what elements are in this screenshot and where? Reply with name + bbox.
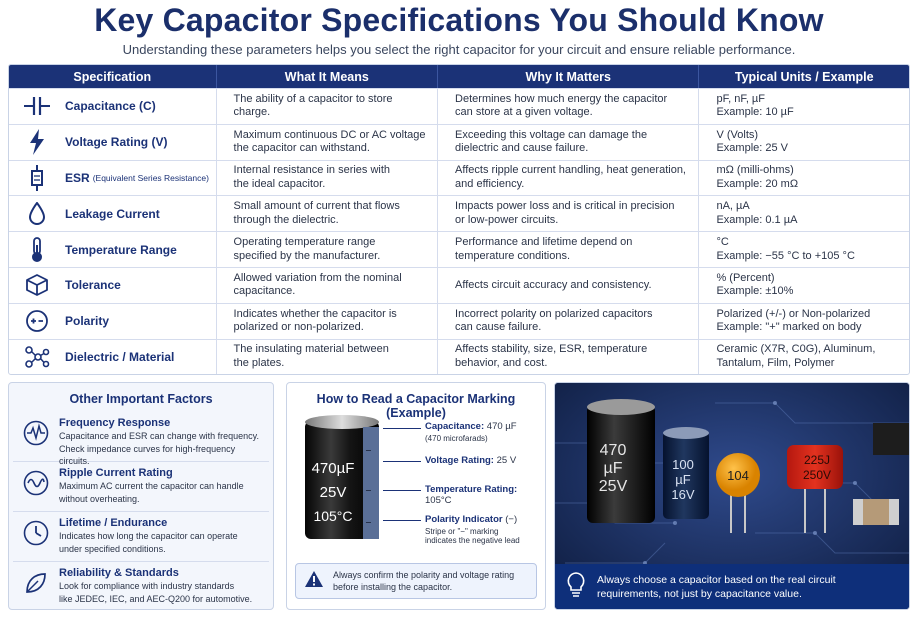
example-line: Tantalum, Film, Polymer xyxy=(716,356,835,369)
factor-item xyxy=(13,412,269,466)
lightbulb-icon xyxy=(565,571,587,602)
meaning-line: Indicates whether the capacitor is xyxy=(233,307,397,320)
spec-cell xyxy=(9,304,217,339)
table-row xyxy=(9,124,909,160)
label-key: Voltage Rating: xyxy=(425,455,494,466)
tip-text: requirements, not just by capacitance value. xyxy=(597,587,802,600)
matters-line: Affects ripple current handling, heat generation, xyxy=(455,164,686,177)
leader-line xyxy=(383,490,421,491)
photo-cap1-value: 470 xyxy=(599,442,627,459)
meaning-cell xyxy=(217,125,439,160)
units-line: % (Percent) xyxy=(716,271,775,284)
svg-text:−: − xyxy=(365,486,372,495)
spec-name: ESR xyxy=(65,170,90,185)
matters-cell xyxy=(438,268,699,303)
spec-table xyxy=(8,64,910,375)
matters-cell xyxy=(438,232,699,267)
meaning-line: The ability of a capacitor to store xyxy=(233,92,393,105)
meaning-line: Operating temperature range xyxy=(233,236,376,249)
label-value: 25 V xyxy=(496,455,517,466)
capacitor-symbol-icon xyxy=(17,91,57,121)
table-row xyxy=(9,303,909,339)
photo-cap1-unit: µF xyxy=(603,460,623,477)
column-header-importance: Why It Matters xyxy=(438,65,699,88)
molecule-icon xyxy=(17,342,57,372)
label-sub: indicates the negative lead xyxy=(425,536,520,545)
meaning-line: polarized or non-polarized. xyxy=(233,321,364,334)
page-subtitle: Understanding these parameters helps you select the right capacitor for your circuit and ensure reliable performance. xyxy=(122,42,796,57)
table-row xyxy=(9,88,909,124)
label-temperature xyxy=(425,484,545,506)
matters-cell xyxy=(438,196,699,231)
meaning-line: Maximum continuous DC or AC voltage xyxy=(233,128,426,141)
factor-heading: Frequency Response xyxy=(59,417,171,429)
factor-item xyxy=(13,462,269,512)
factor-desc: Check impedance curves for high-frequency circuits. xyxy=(59,443,236,466)
matters-cell xyxy=(438,125,699,160)
photo-cap2-value: 100 xyxy=(672,457,694,472)
units-cell xyxy=(699,232,909,267)
column-header-meaning: What It Means xyxy=(217,65,439,88)
warning-text: before installing the capacitor. xyxy=(333,582,453,592)
factor-desc: Maximum AC current the capacitor can handle xyxy=(59,481,244,491)
svg-text:−: − xyxy=(365,518,372,527)
other-factors-panel xyxy=(8,382,274,610)
photo-film-code: 225J xyxy=(803,453,831,467)
factor-desc: Capacitance and ESR can change with frequency. xyxy=(59,431,259,441)
matters-line: temperature conditions. xyxy=(455,249,570,262)
meaning-line: through the dielectric. xyxy=(233,213,339,226)
marking-temperature: 105°C xyxy=(313,508,353,524)
meaning-line: the plates. xyxy=(233,356,285,369)
spec-name: Temperature Range xyxy=(65,242,177,257)
factor-heading: Reliability & Standards xyxy=(59,567,179,579)
polarity-warning xyxy=(295,563,537,599)
photo-cap2-unit: µF xyxy=(675,472,691,487)
table-row xyxy=(9,160,909,196)
label-sub: (470 microfarads) xyxy=(425,434,488,443)
table-row xyxy=(9,231,909,267)
spec-cell xyxy=(9,196,217,231)
matters-line: Affects stability, size, ESR, temperature xyxy=(455,343,648,356)
label-key: Polarity Indicator xyxy=(425,514,503,525)
meaning-line: Allowed variation from the nominal xyxy=(233,271,402,284)
matters-cell xyxy=(438,304,699,339)
column-header-units: Typical Units / Example xyxy=(734,69,874,84)
leaf-icon xyxy=(21,568,51,598)
matters-line: can store at a given voltage. xyxy=(455,106,593,119)
matters-line: Affects circuit accuracy and consistency. xyxy=(455,278,652,291)
factor-desc: Indicates how long the capacitor can operate xyxy=(59,531,238,541)
factor-item xyxy=(13,512,269,562)
units-cell xyxy=(699,125,909,160)
spec-cell xyxy=(9,125,217,160)
table-header xyxy=(9,65,909,88)
spec-name: Dielectric / Material xyxy=(65,349,175,364)
warning-text: Always confirm the polarity and voltage rating xyxy=(333,570,515,580)
clock-icon xyxy=(21,518,51,548)
table-row xyxy=(9,339,909,375)
spec-cell xyxy=(9,268,217,303)
matters-line: and efficiency. xyxy=(455,177,525,190)
example-line: Example: 25 V xyxy=(716,142,789,155)
meaning-cell xyxy=(217,89,439,124)
factor-heading: Lifetime / Endurance xyxy=(59,517,168,529)
cube-icon xyxy=(17,270,57,300)
matters-cell xyxy=(438,89,699,124)
table-row xyxy=(9,195,909,231)
spec-cell xyxy=(9,161,217,196)
matters-line: Performance and lifetime depend on xyxy=(455,236,633,249)
photo-film-voltage: 250V xyxy=(802,468,832,482)
example-line: Example: "+" marked on body xyxy=(716,321,862,334)
spec-name: Polarity xyxy=(65,314,110,329)
meaning-line: specified by the manufacturer. xyxy=(233,249,381,262)
meaning-line: the ideal capacitor. xyxy=(233,177,326,190)
spec-name: Leakage Current xyxy=(65,206,160,221)
example-line: Example: 10 µF xyxy=(716,106,794,119)
matters-cell xyxy=(438,161,699,196)
factor-desc: without overheating. xyxy=(59,493,140,504)
page-title: Key Capacitor Specifications You Should Know xyxy=(94,2,824,38)
label-capacitance xyxy=(425,421,517,443)
svg-text:−: − xyxy=(365,446,372,455)
meaning-line: capacitance. xyxy=(233,285,296,298)
spec-cell xyxy=(9,232,217,267)
units-line: Polarized (+/-) or Non-polarized xyxy=(716,307,871,320)
lightning-bolt-icon xyxy=(17,127,57,157)
units-cell xyxy=(699,340,909,375)
meaning-cell xyxy=(217,196,439,231)
label-key: Capacitance: xyxy=(425,421,485,432)
factor-desc: under specified conditions. xyxy=(59,543,166,554)
tip-text: Always choose a capacitor based on the real circuit xyxy=(597,573,836,586)
example-line: Example: 0.1 µA xyxy=(716,213,798,226)
plus-minus-icon xyxy=(17,306,57,336)
units-line: mΩ (milli-ohms) xyxy=(716,164,794,177)
label-value: 105°C xyxy=(425,495,452,506)
factor-desc: Look for compliance with industry standards xyxy=(59,581,235,591)
units-cell xyxy=(699,161,909,196)
factor-desc: like JEDEC, IEC, and AEC-Q200 for automotive. xyxy=(59,593,253,604)
meaning-cell xyxy=(217,268,439,303)
photo-cap2-voltage: 16V xyxy=(671,487,695,502)
matters-line: Exceeding this voltage can damage the xyxy=(455,128,648,141)
units-cell xyxy=(699,89,909,124)
meaning-line: Internal resistance in series with xyxy=(233,164,391,177)
spec-cell xyxy=(9,340,217,375)
matters-line: Determines how much energy the capacitor xyxy=(455,92,668,105)
leader-line xyxy=(383,520,421,521)
matters-line: or low-power circuits. xyxy=(455,213,559,226)
spec-name: Voltage Rating (V) xyxy=(65,135,168,150)
waveform-icon xyxy=(21,418,51,448)
label-voltage xyxy=(425,455,516,466)
spec-note: (Equivalent Series Resistance) xyxy=(92,172,209,183)
meaning-cell xyxy=(217,304,439,339)
matters-cell xyxy=(438,340,699,375)
matters-line: Incorrect polarity on polarized capacitors xyxy=(455,307,653,320)
matters-line: can cause failure. xyxy=(455,321,542,334)
tip-bar xyxy=(555,564,910,609)
photo-ceramic-code: 104 xyxy=(727,468,749,483)
example-line: Example: −55 °C to +105 °C xyxy=(716,249,855,262)
column-header-specification: Specification xyxy=(9,65,217,88)
leader-line xyxy=(383,461,421,462)
leader-line xyxy=(383,428,421,429)
spec-name: Tolerance xyxy=(65,278,121,293)
droplet-icon xyxy=(17,199,57,229)
matters-line: behavior, and cost. xyxy=(455,356,548,369)
label-polarity xyxy=(425,514,520,545)
table-row xyxy=(9,267,909,303)
units-line: pF, nF, µF xyxy=(716,92,765,105)
example-line: Example: 20 mΩ xyxy=(716,177,799,190)
ripple-wave-icon xyxy=(21,468,51,498)
warning-icon xyxy=(304,570,324,593)
marking-panel xyxy=(286,382,546,610)
factor-heading: Ripple Current Rating xyxy=(59,467,173,479)
units-cell xyxy=(699,304,909,339)
meaning-line: Small amount of current that flows xyxy=(233,200,400,213)
meaning-line: the capacitor can withstand. xyxy=(233,142,370,155)
units-cell xyxy=(699,196,909,231)
matters-line: Impacts power loss and is critical in precision xyxy=(455,200,675,213)
label-sub: Stripe or "−" marking xyxy=(425,527,499,536)
other-factors-title: Other Important Factors xyxy=(69,392,213,406)
units-cell xyxy=(699,268,909,303)
matters-line: dielectric and cause failure. xyxy=(455,142,589,155)
label-value: 470 µF xyxy=(486,421,517,432)
spec-name: Capacitance (C) xyxy=(65,99,156,114)
meaning-cell xyxy=(217,232,439,267)
units-line: nA, µA xyxy=(716,200,750,213)
example-line: Example: ±10% xyxy=(716,285,794,298)
marking-capacitance: 470µF xyxy=(311,460,355,477)
meaning-cell xyxy=(217,161,439,196)
thermometer-icon xyxy=(17,235,57,265)
electrolytic-capacitor-illustration xyxy=(303,413,383,543)
components-photo-panel xyxy=(554,382,910,610)
meaning-cell xyxy=(217,340,439,375)
marking-title: How to Read a Capacitor Marking (Example) xyxy=(316,392,516,420)
photo-cap1-voltage: 25V xyxy=(598,478,628,495)
label-value: (−) xyxy=(505,514,518,525)
units-line: Ceramic (X7R, C0G), Aluminum, xyxy=(716,343,876,356)
units-line: °C xyxy=(716,236,729,249)
marking-voltage: 25V xyxy=(319,484,347,501)
resistor-icon xyxy=(17,163,57,193)
meaning-line: charge. xyxy=(233,106,271,119)
spec-cell xyxy=(9,89,217,124)
units-line: V (Volts) xyxy=(716,128,759,141)
label-key: Temperature Rating: xyxy=(425,484,518,495)
factor-item xyxy=(13,562,269,612)
meaning-line: The insulating material between xyxy=(233,343,389,356)
